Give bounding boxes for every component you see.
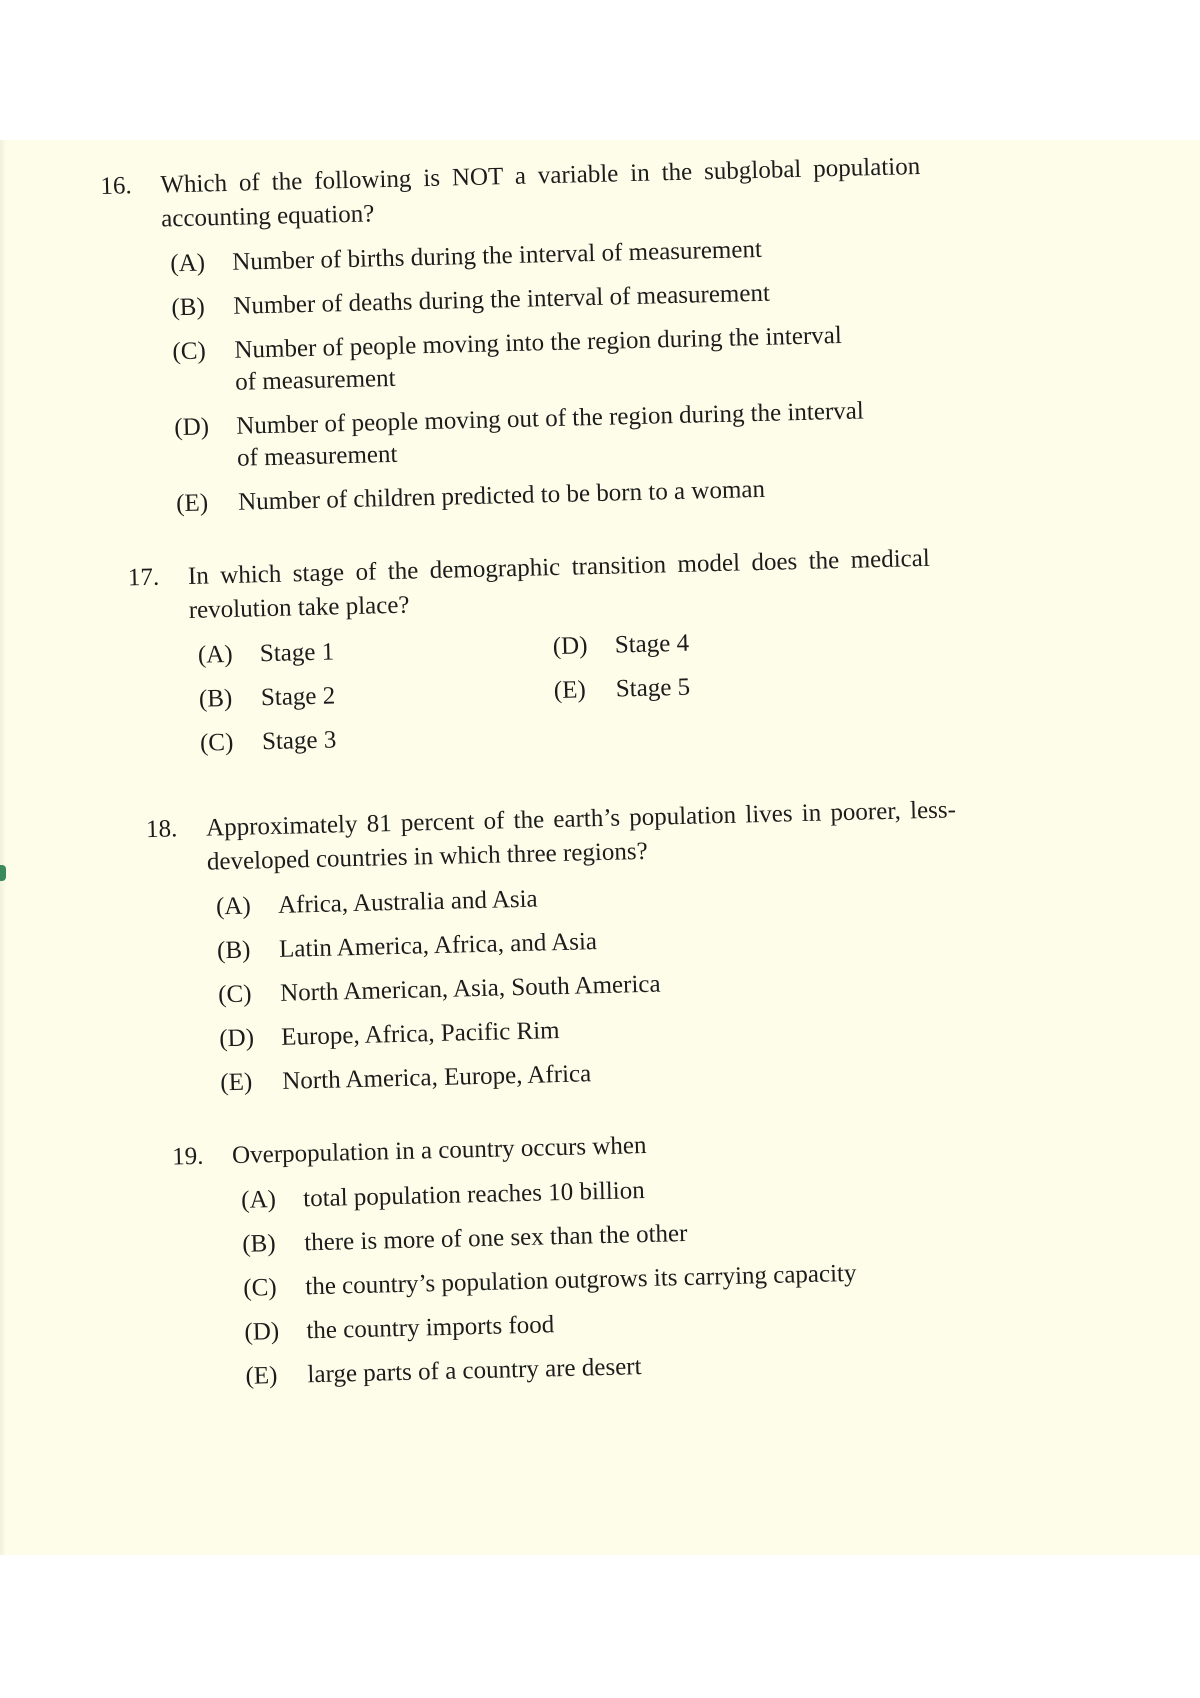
choice-text: there is more of one sex than the other bbox=[303, 1219, 688, 1257]
choice-text: North America, Europe, Africa bbox=[281, 1060, 592, 1095]
choice-letter: (B) bbox=[241, 1230, 276, 1258]
answer-choice-c bbox=[218, 960, 1021, 1012]
choice-letter: (B) bbox=[216, 936, 251, 965]
answer-choice-a bbox=[241, 1166, 1026, 1217]
choice-letter: (C) bbox=[172, 337, 207, 366]
choice-letter: (D) bbox=[244, 1317, 280, 1346]
answer-choice-d bbox=[174, 392, 1007, 476]
answer-choice-b bbox=[199, 675, 555, 716]
question-text: Which of the following is NOT a variable in the subglobal population accounting equation? bbox=[160, 152, 921, 233]
question-number: 16. bbox=[100, 172, 132, 200]
answer-choice-b bbox=[217, 916, 1020, 968]
answer-choice-a bbox=[170, 228, 1003, 280]
answer-choice-d bbox=[552, 622, 908, 663]
choice-letter: (A) bbox=[215, 892, 252, 921]
choice-text: large parts of a country are desert bbox=[307, 1353, 642, 1389]
choice-letter: (D) bbox=[173, 413, 210, 442]
choice-letter: (E) bbox=[553, 676, 587, 705]
choice-text: Stage 4 bbox=[614, 629, 690, 659]
choice-letter: (B) bbox=[198, 684, 233, 713]
answer-choice-e bbox=[220, 1048, 1023, 1100]
binding-mark bbox=[0, 865, 6, 881]
answer-choice-d bbox=[244, 1298, 1029, 1349]
question-list bbox=[100, 148, 1031, 1436]
choice-letter: (A) bbox=[197, 640, 233, 669]
answer-choice-e bbox=[553, 666, 909, 707]
choice-text: Stage 3 bbox=[261, 726, 337, 756]
choice-letter: (E) bbox=[220, 1068, 253, 1097]
choice-text: Number of deaths during the interval of measurement bbox=[233, 279, 771, 320]
choice-letter: (D) bbox=[218, 1024, 255, 1053]
question-text: Approximately 81 percent of the earth’s population lives in poorer, less-developed countries in which three regions? bbox=[205, 796, 957, 876]
answer-choice-b bbox=[242, 1210, 1027, 1261]
answer-choices bbox=[198, 620, 1015, 772]
question-text: In which stage of the demographic transition model does the medical revolution take place? bbox=[187, 544, 931, 624]
choice-text: Number of children predicted to be born to a woman bbox=[237, 475, 766, 516]
answer-choice-c bbox=[200, 719, 556, 760]
choice-text: Number of births during the interval of measurement bbox=[231, 235, 763, 276]
choice-letter: (A) bbox=[240, 1186, 277, 1214]
answer-choices bbox=[216, 872, 1023, 1100]
choice-text: Number of people moving out of the region during the interval of measurement bbox=[235, 397, 865, 472]
answer-choice-a bbox=[216, 872, 1019, 924]
choice-letter: (E) bbox=[175, 489, 209, 518]
choice-text: Africa, Australia and Asia bbox=[277, 885, 538, 919]
choice-text: Stage 2 bbox=[260, 682, 336, 712]
question-number: 18. bbox=[145, 815, 178, 844]
question-19 bbox=[172, 1120, 1030, 1395]
choice-letter: (A) bbox=[169, 249, 206, 278]
choice-letter: (C) bbox=[217, 980, 252, 1009]
question-16 bbox=[100, 148, 1008, 522]
choice-letter: (B) bbox=[171, 293, 206, 322]
answer-choice-c bbox=[172, 316, 1005, 400]
question-text: Overpopulation in a country occurs when bbox=[231, 1131, 647, 1170]
answer-choice-d bbox=[219, 1004, 1022, 1056]
answer-choice-a bbox=[198, 631, 554, 672]
choice-letter: (C) bbox=[243, 1274, 278, 1302]
answer-choices bbox=[170, 228, 1008, 520]
scan-edge bbox=[0, 140, 6, 1555]
answer-choice-e bbox=[176, 468, 1009, 520]
question-18 bbox=[146, 792, 1023, 1101]
choice-text: Number of people moving into the region during the interval of measurement bbox=[234, 321, 843, 396]
question-number: 17. bbox=[127, 563, 160, 592]
choice-text: Stage 5 bbox=[615, 673, 691, 703]
choice-letter: (D) bbox=[552, 632, 588, 661]
choice-text: total population reaches 10 billion bbox=[302, 1177, 646, 1213]
question-number: 19. bbox=[171, 1142, 204, 1171]
choice-letter: (E) bbox=[245, 1362, 278, 1390]
choice-text: the country imports food bbox=[306, 1311, 555, 1345]
answer-choice-b bbox=[171, 272, 1004, 324]
answer-choices bbox=[241, 1166, 1030, 1393]
question-17 bbox=[128, 540, 1015, 773]
choice-text: the country’s population outgrows its carrying capacity bbox=[305, 1259, 857, 1301]
choice-letter: (C) bbox=[199, 728, 234, 757]
choice-text: North American, Asia, South America bbox=[279, 970, 661, 1007]
answer-choice-c bbox=[243, 1254, 1028, 1305]
choice-text: Latin America, Africa, and Asia bbox=[278, 928, 598, 963]
answer-choice-e bbox=[245, 1342, 1030, 1393]
choice-text: Stage 1 bbox=[259, 638, 335, 668]
choice-text: Europe, Africa, Pacific Rim bbox=[280, 1017, 560, 1051]
